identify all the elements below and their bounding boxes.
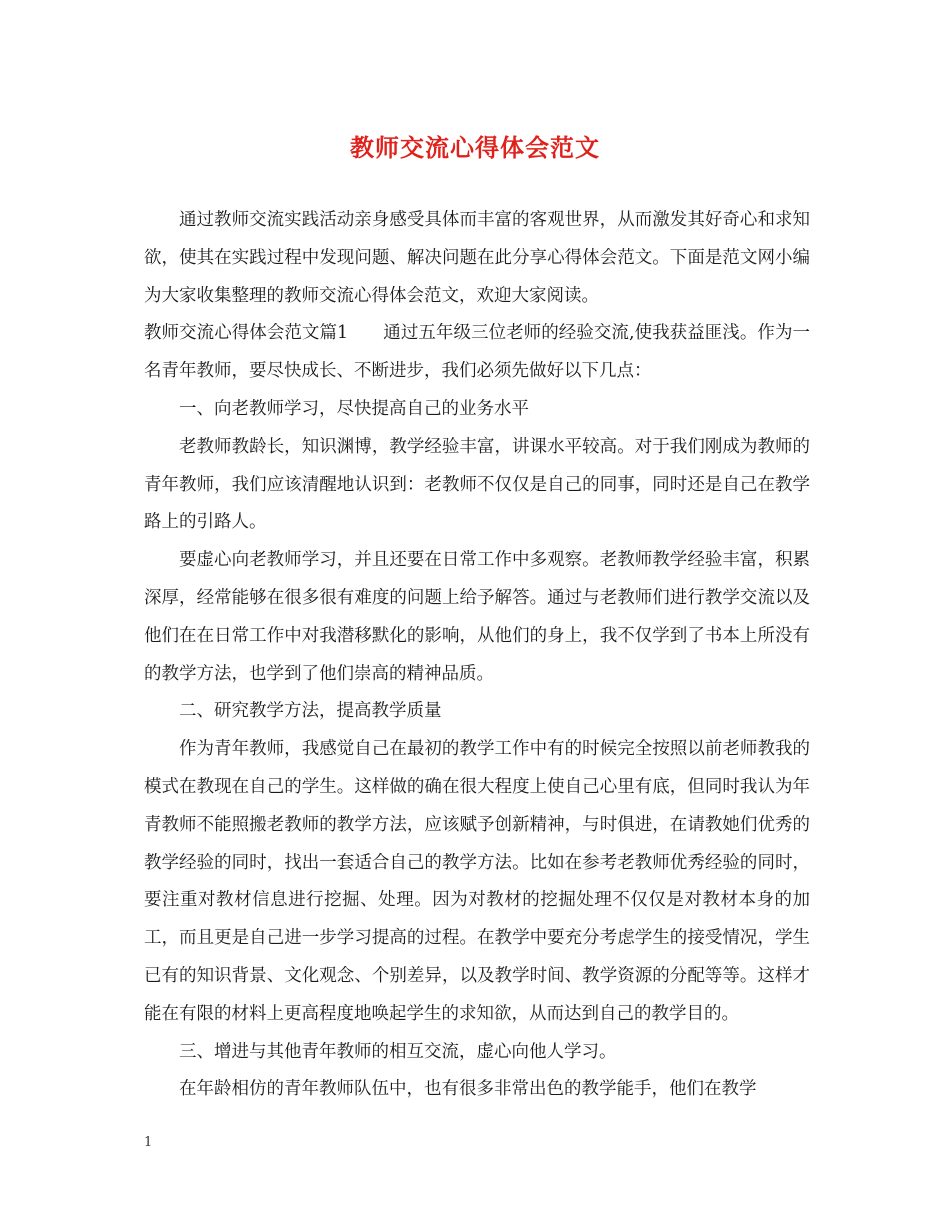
paragraph-intro: 通过教师交流实践活动亲身感受具体而丰富的客观世界，从而激发其好奇心和求知欲，使其在实践过程中发现问题、解决问题在此分享心得体会范文。下面是范文网小编为大家收集整理的教师交流心得体会范文，欢迎大家阅读。 <box>144 210 810 306</box>
heading-section-3: 三、增进与其他青年教师的相互交流，虚心向他人学习。 <box>179 1041 617 1062</box>
paragraph-section-1-a: 老教师教龄长，知识渊博，教学经验丰富，讲课水平较高。对于我们刚成为教师的青年教师，我们应该清醒地认识到：老教师不仅仅是自己的同事，同时还是自己在教学路上的引路人。 <box>144 436 810 533</box>
paragraph-section-2: 作为青年教师，我感觉自己在最初的教学工作中有的时候完全按照以前老师教我的模式在教现在自己的学生。这样做的确在很大程度上使自己心里有底，但同时我认为年青教师不能照搬老教师的教学方法，应该赋予创新精神，与时俱进，在请教她们优秀的教学经验的同时，找出一套适合自己的教学方法。比如在参考老教师优秀经验的同时，要注重对教材信息进行挖掘、处理。因为对教材的挖掘处理不仅仅是对教材本身的加工，而且更是自己进一步学习提高的过程。在教学中要充分考虑学生的接受情况，学生已有的知识背景、文化观念、个别差异，以及教学时间、教学资源的分配等等。这样才能在有限的材料上更高程度地唤起学生的求知欲，从而达到自己的教学目的。 <box>144 739 810 1024</box>
paragraph-section-3: 在年龄相仿的青年教师队伍中，也有很多非常出色的教学能手，他们在教学 <box>179 1079 757 1100</box>
paragraph-section-1-b: 要虚心向老教师学习，并且还要在日常工作中多观察。老教师教学经验丰富，积累深厚，经常能够在很多很有难度的问题上给予解答。通过与老教师们进行教学交流以及他们在在日常工作中对我潜移默化的影响，从他们的身上，我不仅学到了书本上所没有的教学方法，也学到了他们崇高的精神品质。 <box>144 550 810 684</box>
heading-section-2: 二、研究教学方法，提高教学质量 <box>179 701 442 722</box>
paragraph-article-1-opening: 教师交流心得体会范文篇1 通过五年级三位老师的经验交流,使我获益匪浅。作为一名青年教师，要尽快成长、不断进步，我们必须先做好以下几点： <box>144 323 810 382</box>
document-body <box>144 202 810 1109</box>
page-number: 1 <box>144 1135 153 1150</box>
heading-section-1: 一、向老教师学习，尽快提高自己的业务水平 <box>179 398 529 419</box>
document-title: 教师交流心得体会范文 <box>350 133 600 162</box>
